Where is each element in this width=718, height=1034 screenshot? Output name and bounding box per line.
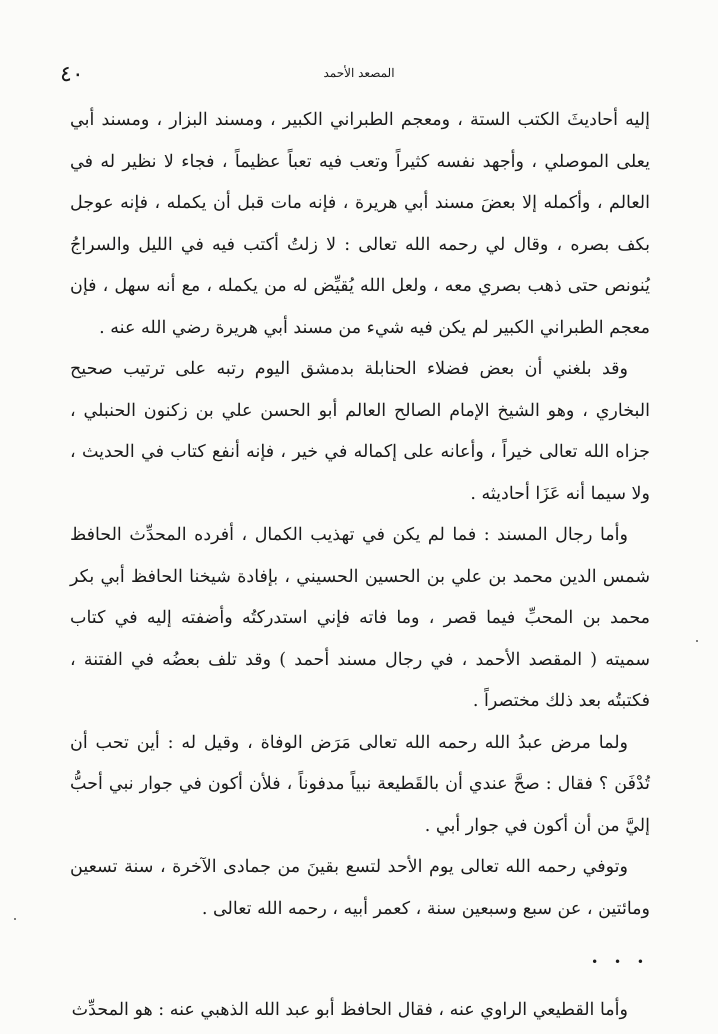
scan-speck — [696, 640, 698, 642]
paragraph: ولما مرض عبدُ الله رحمه الله تعالى مَرَض الوفاة ، وقيل له : أين تحب أن تُدْفَن ؟ فقال : صحَّ عندي أن بالقَطيعة نبياً مدفوناً ، فلأن أكون في جوار نبي أحبُّ إليَّ من أن أكون في جوار أبي . — [70, 732, 650, 836]
section-separator: • • • — [591, 955, 650, 969]
scan-speck — [14, 918, 16, 920]
paragraph: وتوفي رحمه الله تعالى يوم الأحد لتسع بقينَ من جمادى الآخرة ، سنة تسعين ومائتين ، عن سبع وسبعين سنة ، كعمر أبيه ، رحمه الله تعالى . — [70, 857, 650, 919]
paragraph: وأما رجال المسند : فما لم يكن في تهذيب الكمال ، أفرده المحدِّث الحافظ شمس الدين محمد بن علي بن الحسين الحسيني ، بإفادة شيخنا الحافظ أبي بكر محمد بن المحبِّ فيما قصر ، وما فاته فإني استدركتُه وأضفته إليه في كتاب سميته ( المقصد الأحمد ، في رجال مسند أحمد ) وقد تلف بعضُه في الفتنة ، فكتبتُه بعد ذلك مختصراً . — [70, 525, 650, 711]
page-header — [60, 62, 658, 92]
paragraph: وأما القطيعي الراوي عنه ، فقال الحافظ أبو عبد الله الذهبي عنه : هو المحدِّث — [71, 1000, 628, 1020]
paragraph: إليه أحاديثَ الكتب الستة ، ومعجم الطبراني الكبير ، ومسند البزار ، ومسند أبي يعلى الموصلي ، وأجهد نفسه كثيراً وتعب فيه تعباً عظيماً ، فجاء لا نظير له في العالم ، وأكمله إلا بعضَ مسند أبي هريرة ، فإنه مات قبل أن يكمله ، فإنه عوجل بكف بصره ، وقال لي رحمه الله تعالى : لا زلتُ أكتب فيه في الليل والسراجُ يُنونص حتى ذهب بصري معه ، ولعل الله يُقيِّض له من يكمله ، مع أنه سهل ، فإن معجم الطبراني الكبير لم يكن فيه شيء من مسند أبي هريرة رضي الله عنه . — [70, 110, 650, 338]
page-number: ٤٠ — [60, 62, 84, 87]
running-title: المصعد الأحمد — [323, 66, 395, 80]
paragraph: وقد بلغني أن بعض فضلاء الحنابلة بدمشق اليوم رتبه على ترتيب صحيح البخاري ، وهو الشيخ الإمام الصالح العالم أبو الحسن علي بن زكنون الحنبلي ، جزاه الله تعالى خيراً ، وأعانه على إكماله في خير ، فإنه أنفع كتاب في الحديث ، ولا سيما أنه عَزَا أحاديثه . — [70, 359, 650, 504]
body-text — [70, 100, 650, 1032]
